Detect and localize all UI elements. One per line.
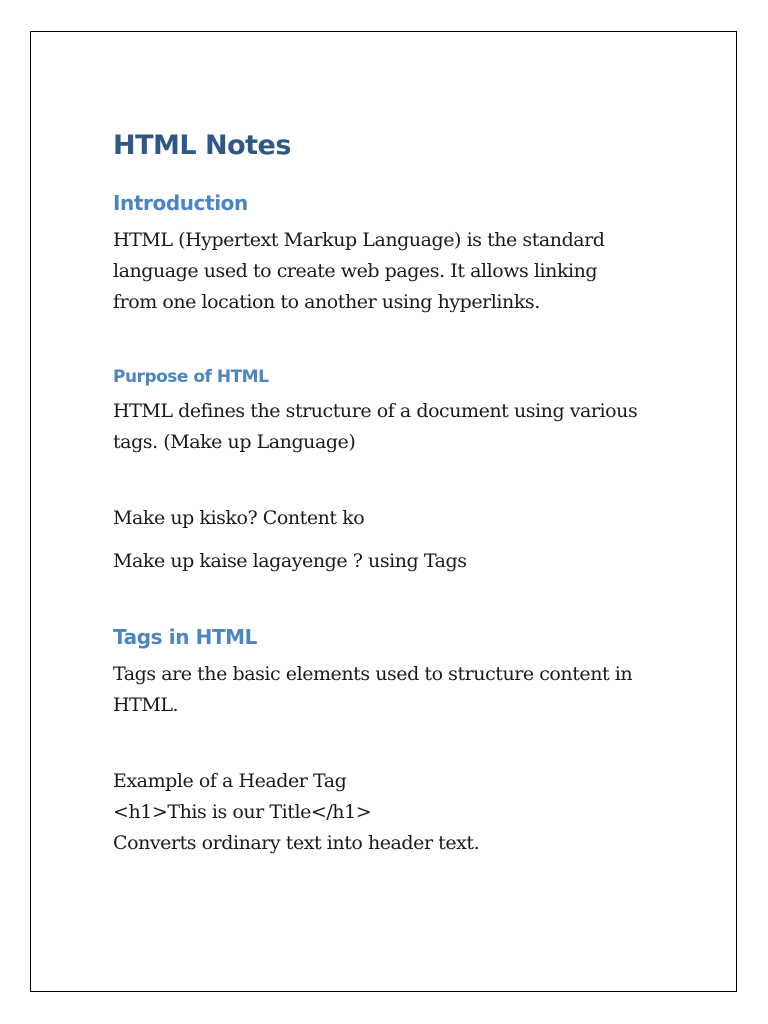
tags-heading: Tags in HTML	[113, 625, 258, 649]
page-title: HTML Notes	[113, 130, 291, 161]
introduction-line-3: from one location to another using hyperlinks.	[113, 291, 540, 313]
tags-line-2: HTML.	[113, 694, 179, 716]
purpose-note-2: Make up kaise lagayenge ? using Tags	[113, 550, 467, 572]
purpose-line-1: HTML defines the structure of a document using various	[113, 400, 638, 422]
introduction-line-1: HTML (Hypertext Markup Language) is the standard	[113, 229, 605, 251]
purpose-heading: Purpose of HTML	[113, 367, 269, 387]
purpose-note-1: Make up kisko? Content ko	[113, 507, 365, 529]
tags-line-1: Tags are the basic elements used to structure content in	[113, 663, 633, 685]
purpose-line-2: tags. (Make up Language)	[113, 431, 356, 453]
example-line-1: Example of a Header Tag	[113, 770, 347, 792]
document-page	[30, 31, 737, 992]
introduction-line-2: language used to create web pages. It allows linking	[113, 260, 598, 282]
example-line-2: <h1>This is our Title</h1>	[113, 801, 372, 823]
example-line-3: Converts ordinary text into header text.	[113, 832, 480, 854]
introduction-heading: Introduction	[113, 191, 248, 215]
